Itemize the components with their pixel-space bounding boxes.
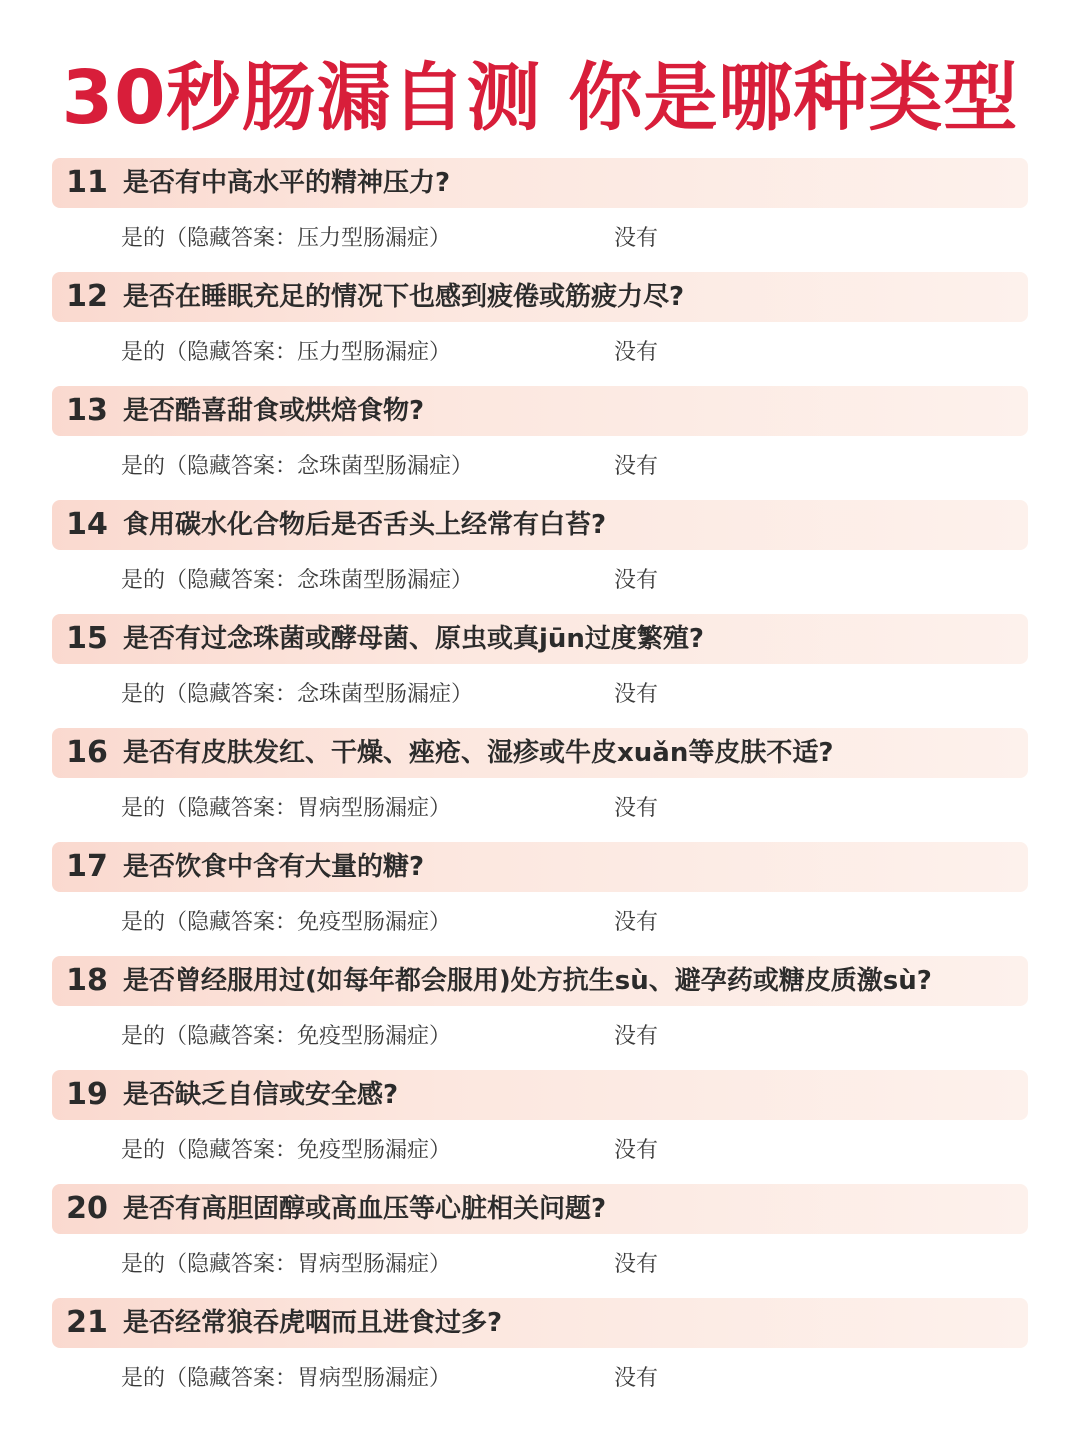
question-text: 食用碳水化合物后是否舌头上经常有白苔? (123, 510, 607, 540)
answer-no-option[interactable]: 没有 (614, 226, 659, 251)
answer-yes-option[interactable]: 是的（隐藏答案：免疫型肠漏症） (121, 1024, 452, 1049)
question-number: 20 (66, 1191, 108, 1226)
question-number: 18 (66, 963, 108, 998)
question-text: 是否在睡眠充足的情况下也感到疲倦或筋疲力尽? (123, 282, 685, 312)
answer-yes-option[interactable]: 是的（隐藏答案：免疫型肠漏症） (121, 1138, 452, 1163)
answer-no-option[interactable]: 没有 (614, 1024, 659, 1049)
question-item (0, 270, 1080, 384)
answer-yes-option[interactable]: 是的（隐藏答案：压力型肠漏症） (121, 340, 452, 365)
answer-no-option[interactable]: 没有 (614, 568, 659, 593)
question-number: 21 (66, 1305, 108, 1340)
question-item (0, 156, 1080, 270)
answer-no-option[interactable]: 没有 (614, 1138, 659, 1163)
answer-no-option[interactable]: 没有 (614, 1366, 659, 1391)
answer-yes-option[interactable]: 是的（隐藏答案：念珠菌型肠漏症） (121, 454, 474, 479)
answer-yes-option[interactable]: 是的（隐藏答案：胃病型肠漏症） (121, 1366, 452, 1391)
answer-yes-option[interactable]: 是的（隐藏答案：胃病型肠漏症） (121, 1252, 452, 1277)
question-item (0, 954, 1080, 1068)
answer-yes-option[interactable]: 是的（隐藏答案：胃病型肠漏症） (121, 796, 452, 821)
question-item (0, 384, 1080, 498)
question-text: 是否有中高水平的精神压力? (123, 168, 451, 198)
question-text: 是否曾经服用过(如每年都会服用)处方抗生sù、避孕药或糖皮质激sù? (123, 966, 932, 996)
answer-yes-option[interactable]: 是的（隐藏答案：念珠菌型肠漏症） (121, 682, 474, 707)
question-number: 13 (66, 393, 108, 428)
question-text: 是否经常狼吞虎咽而且进食过多? (123, 1308, 503, 1338)
question-text: 是否饮食中含有大量的糖? (123, 852, 425, 882)
question-text: 是否有皮肤发红、干燥、痤疮、湿疹或牛皮xuǎn等皮肤不适? (123, 738, 834, 768)
question-number: 12 (66, 279, 108, 314)
question-item (0, 498, 1080, 612)
question-item (0, 840, 1080, 954)
answer-yes-option[interactable]: 是的（隐藏答案：压力型肠漏症） (121, 226, 452, 251)
question-text: 是否有过念珠菌或酵母菌、原虫或真jūn过度繁殖? (123, 624, 705, 654)
question-text: 是否有高胆固醇或高血压等心脏相关问题? (123, 1194, 607, 1224)
question-item (0, 1182, 1080, 1296)
question-item (0, 612, 1080, 726)
answer-no-option[interactable]: 没有 (614, 682, 659, 707)
question-item (0, 1296, 1080, 1410)
page-title: 30秒肠漏自测 你是哪种类型 (61, 55, 1019, 141)
question-item (0, 726, 1080, 840)
question-item (0, 1068, 1080, 1182)
question-number: 11 (66, 165, 108, 200)
question-number: 14 (66, 507, 108, 542)
question-number: 19 (66, 1077, 108, 1112)
question-text: 是否缺乏自信或安全感? (123, 1080, 399, 1110)
answer-yes-option[interactable]: 是的（隐藏答案：免疫型肠漏症） (121, 910, 452, 935)
question-text: 是否酷喜甜食或烘焙食物? (123, 396, 425, 426)
answer-no-option[interactable]: 没有 (614, 340, 659, 365)
answer-yes-option[interactable]: 是的（隐藏答案：念珠菌型肠漏症） (121, 568, 474, 593)
question-number: 17 (66, 849, 108, 884)
answer-no-option[interactable]: 没有 (614, 1252, 659, 1277)
answer-no-option[interactable]: 没有 (614, 454, 659, 479)
answer-no-option[interactable]: 没有 (614, 910, 659, 935)
question-number: 15 (66, 621, 108, 656)
question-list (0, 156, 1080, 1410)
question-number: 16 (66, 735, 108, 770)
answer-no-option[interactable]: 没有 (614, 796, 659, 821)
